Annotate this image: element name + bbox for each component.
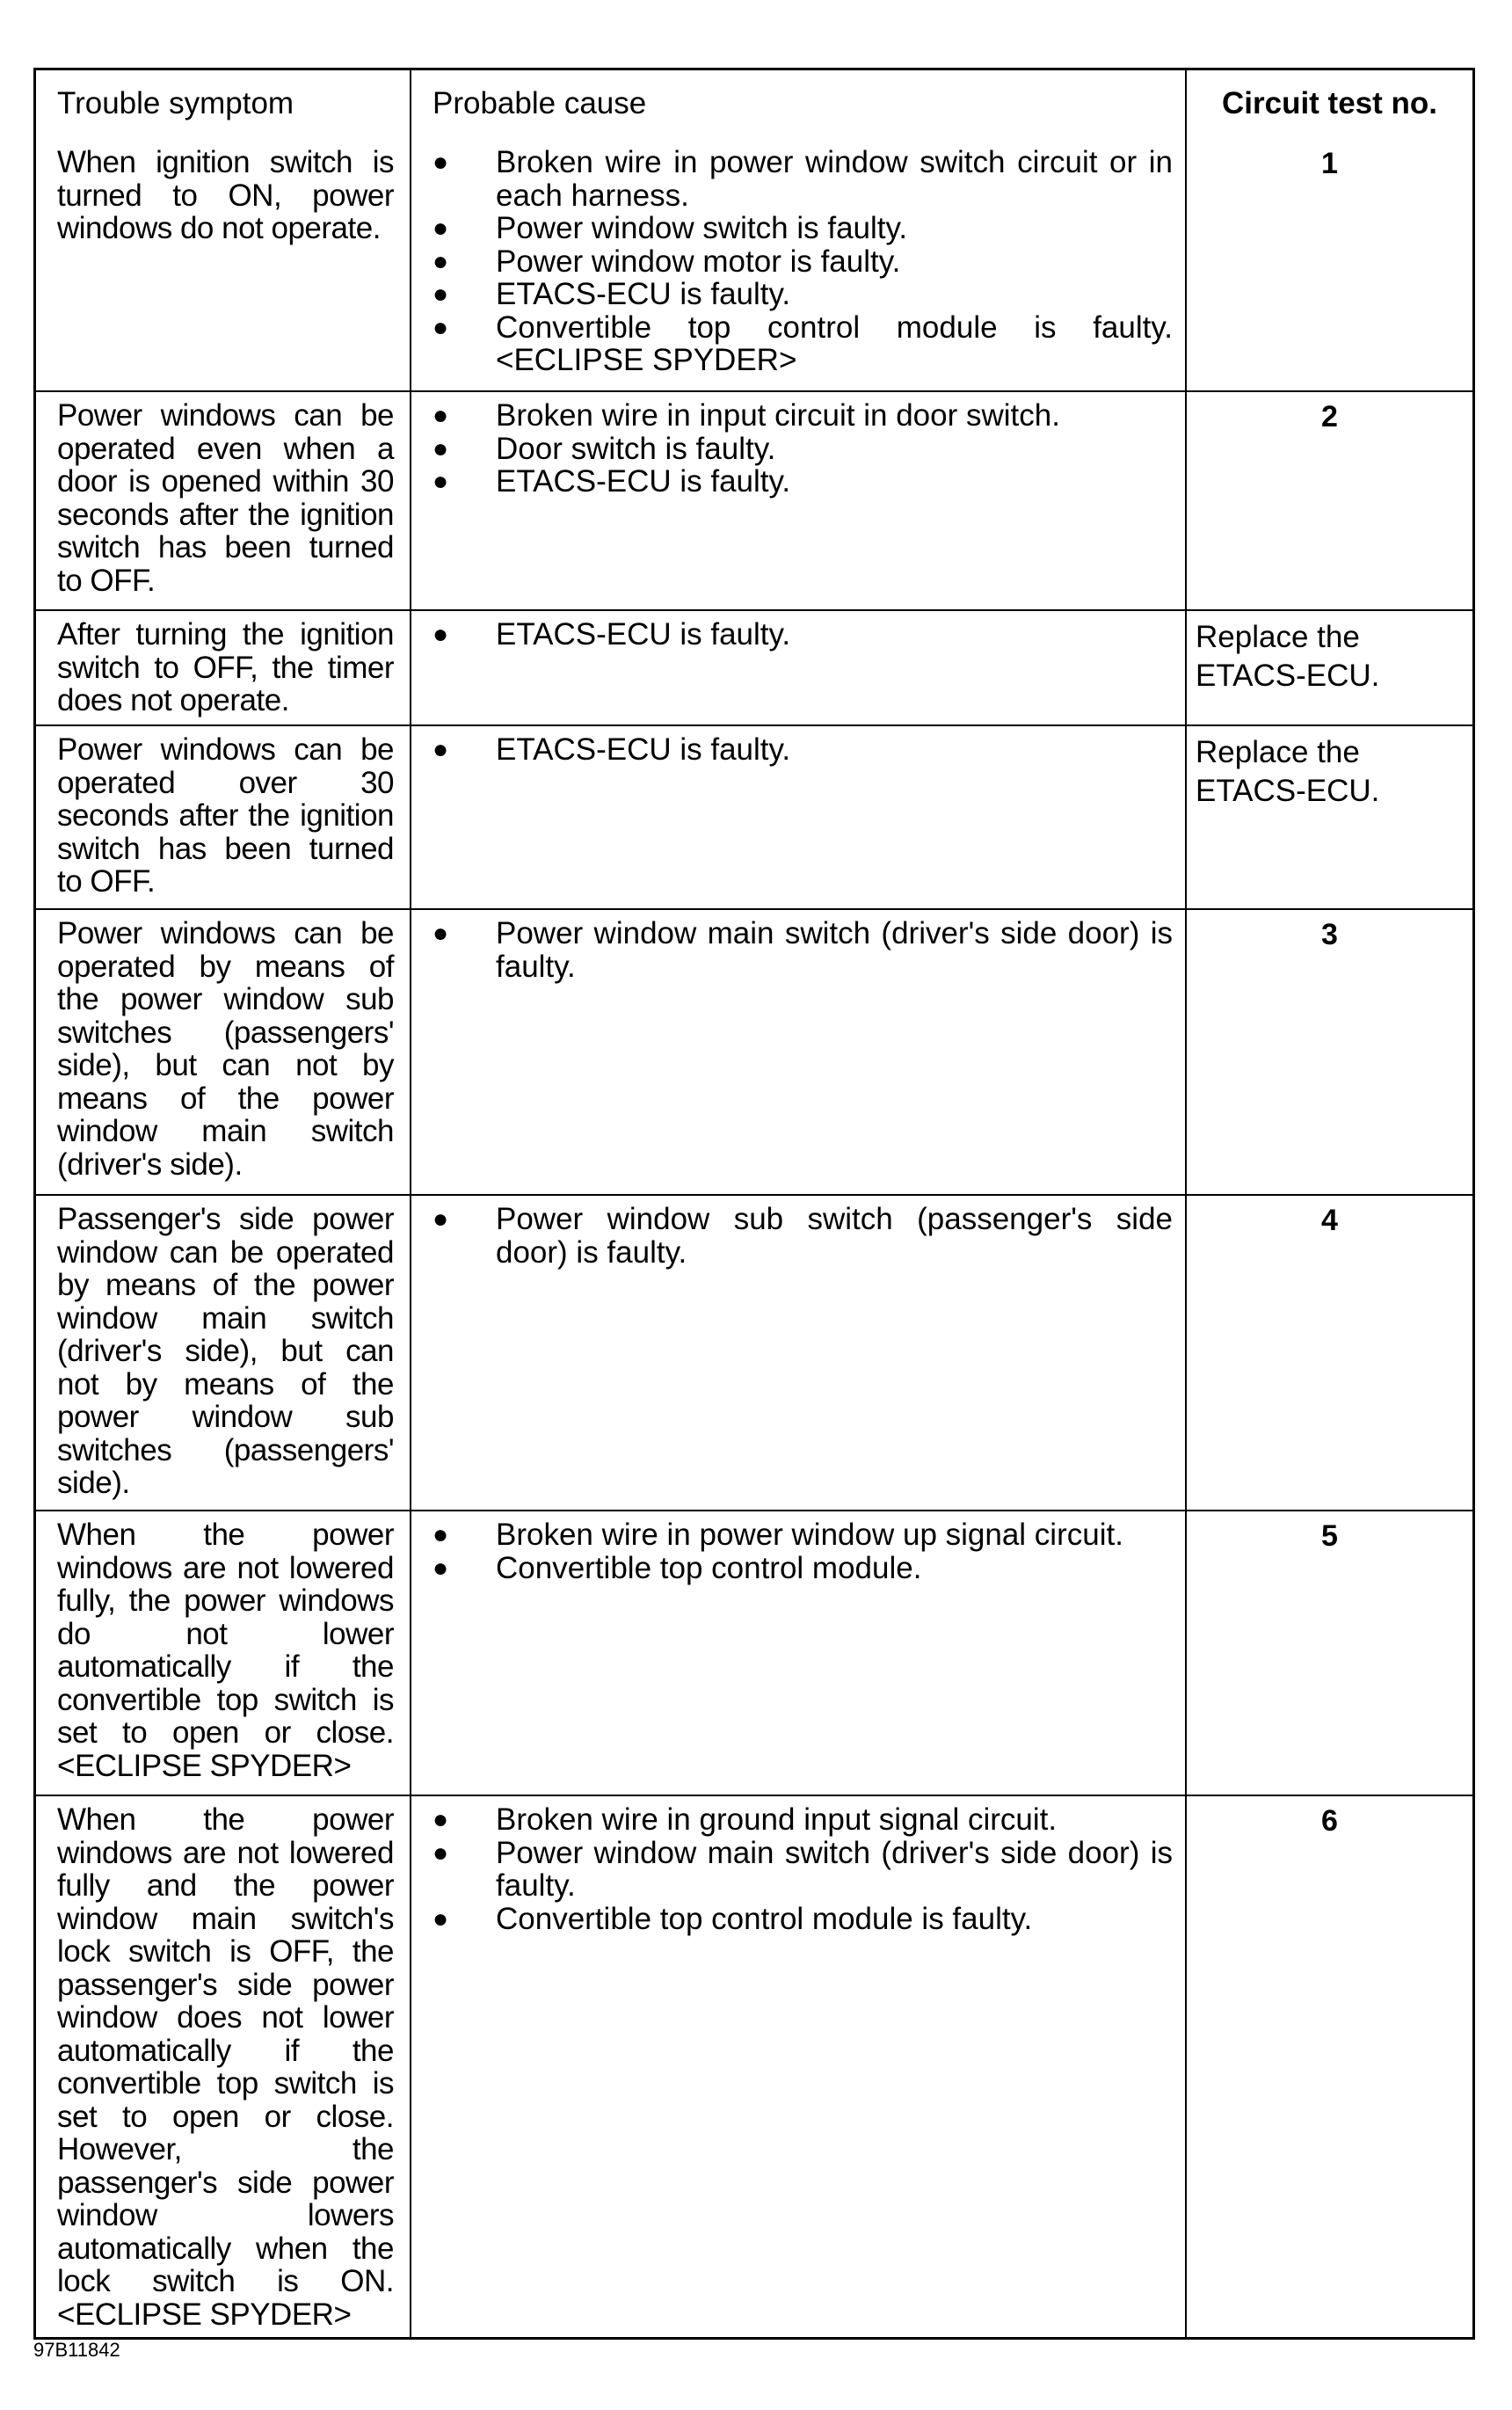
cause-text: Broken wire in power window up signal circuit. bbox=[496, 1518, 1123, 1552]
probable-cause-cell bbox=[411, 726, 1187, 908]
cause-text: Power window main switch (driver's side door) is faulty. bbox=[496, 1835, 1173, 1903]
bullet-icon: ● bbox=[433, 919, 449, 948]
cause-list-item bbox=[433, 212, 1173, 245]
table-row bbox=[36, 1194, 1472, 1510]
cause-list-item bbox=[433, 1837, 1173, 1903]
cause-text: Power window main switch (driver's side door) is faulty. bbox=[496, 916, 1173, 984]
bullet-icon: ● bbox=[433, 1838, 449, 1868]
cause-text: Broken wire in input circuit in door switch. bbox=[496, 398, 1060, 433]
bullet-icon: ● bbox=[433, 246, 449, 276]
bullet-icon: ● bbox=[433, 1205, 449, 1234]
cause-text: Convertible top control module is faulty. <ECLIPSE SPYDER> bbox=[496, 309, 1173, 377]
cause-list-item bbox=[433, 618, 1173, 652]
figure-code: 97B11842 bbox=[33, 2339, 120, 2361]
cause-list-item bbox=[433, 146, 1173, 212]
table-header-row bbox=[36, 70, 1472, 139]
header-circuit-test-no: Circuit test no. bbox=[1221, 86, 1438, 120]
table-row bbox=[36, 390, 1472, 609]
cause-text: Broken wire in power window switch circuit or in each harness. bbox=[496, 145, 1173, 213]
trouble-symptom-cell: After turning the ignition switch to OFF, the timer does not operate. bbox=[36, 611, 411, 724]
bullet-icon: ● bbox=[433, 312, 449, 342]
cause-text: Power window sub switch (passenger's side door) is faulty. bbox=[496, 1202, 1173, 1270]
cause-text: Power window switch is faulty. bbox=[496, 211, 908, 245]
header-probable-cause: Probable cause bbox=[411, 70, 1187, 139]
bullet-icon: ● bbox=[433, 148, 449, 177]
bullet-icon: ● bbox=[433, 735, 449, 764]
circuit-test-number: 5 bbox=[1321, 1519, 1338, 1553]
probable-cause-cell bbox=[411, 611, 1187, 724]
cause-list-item bbox=[433, 399, 1173, 433]
cause-text: Convertible top control module. bbox=[496, 1550, 922, 1585]
trouble-symptom-cell: When the power windows are not lowered fully, the power windows do not lower automatically if the convertible top switch is set to open or close. <ECLIPSE SPYDER> bbox=[36, 1511, 411, 1795]
circuit-test-number: 3 bbox=[1321, 918, 1338, 951]
probable-cause-cell bbox=[411, 1511, 1187, 1795]
circuit-test-number: 1 bbox=[1321, 147, 1338, 180]
cause-text: Door switch is faulty. bbox=[496, 431, 776, 466]
cause-list-item bbox=[433, 1803, 1173, 1837]
troubleshooting-table bbox=[33, 68, 1475, 2340]
bullet-icon: ● bbox=[433, 620, 449, 649]
cause-list-item bbox=[433, 278, 1173, 311]
cause-text: ETACS-ECU is faulty. bbox=[496, 464, 791, 499]
table-row bbox=[36, 1510, 1472, 1795]
cause-list-item bbox=[433, 1518, 1173, 1552]
trouble-symptom-cell: Power windows can be operated by means of the power window sub switches (passengers' side), but can not by means of the power window main switch (driver's side). bbox=[36, 910, 411, 1194]
cause-list-item bbox=[433, 1203, 1173, 1269]
bullet-icon: ● bbox=[433, 1904, 449, 1933]
bullet-icon: ● bbox=[433, 280, 449, 309]
cause-text: ETACS-ECU is faulty. bbox=[496, 277, 791, 311]
table-row bbox=[36, 724, 1472, 908]
table-row bbox=[36, 1795, 1472, 2337]
circuit-test-number: 6 bbox=[1321, 1804, 1338, 1838]
circuit-test-number: 2 bbox=[1321, 400, 1338, 433]
cause-text: ETACS-ECU is faulty. bbox=[496, 617, 791, 652]
bullet-icon: ● bbox=[433, 401, 449, 430]
circuit-test-instruction: Replace the ETACS-ECU. bbox=[1196, 620, 1380, 693]
trouble-symptom-cell: Power windows can be operated even when a door is opened within 30 seconds after the ignition switch has been turned to OFF. bbox=[36, 392, 411, 609]
cause-list-item bbox=[433, 245, 1173, 279]
probable-cause-cell bbox=[411, 910, 1187, 1194]
cause-list-item bbox=[433, 465, 1173, 499]
probable-cause-cell bbox=[411, 392, 1187, 609]
cause-text: Convertible top control module is faulty. bbox=[496, 1901, 1033, 1936]
trouble-symptom-cell: When ignition switch is turned to ON, power windows do not operate. bbox=[36, 139, 411, 390]
probable-cause-cell bbox=[411, 1196, 1187, 1510]
cause-list-item bbox=[433, 311, 1173, 377]
table-row bbox=[36, 139, 1472, 390]
bullet-icon: ● bbox=[433, 467, 449, 496]
cause-text: Broken wire in ground input signal circuit. bbox=[496, 1802, 1058, 1837]
probable-cause-cell bbox=[411, 139, 1187, 390]
bullet-icon: ● bbox=[433, 214, 449, 243]
trouble-symptom-cell: When the power windows are not lowered fully and the power window main switch's lock switch is OFF, the passenger's side power window does not lower automatically if the convertible top switch is set to open or close. However, the passenger's side power window lowers automatically when the lock switch is ON. <ECLIPSE SPYDER> bbox=[36, 1796, 411, 2337]
circuit-test-instruction: Replace the ETACS-ECU. bbox=[1196, 735, 1380, 808]
table-row bbox=[36, 908, 1472, 1194]
bullet-icon: ● bbox=[433, 1553, 449, 1583]
trouble-symptom-cell: Passenger's side power window can be operated by means of the power window main switch (driver's side), but can not by means of the power window sub switches (passengers' side). bbox=[36, 1196, 411, 1510]
cause-text: Power window motor is faulty. bbox=[496, 244, 901, 279]
cause-text: ETACS-ECU is faulty. bbox=[496, 732, 791, 767]
circuit-test-number: 4 bbox=[1321, 1204, 1338, 1237]
cause-list-item bbox=[433, 1903, 1173, 1936]
cause-list-item bbox=[433, 433, 1173, 466]
table-row bbox=[36, 609, 1472, 724]
trouble-symptom-cell: Power windows can be operated over 30 seconds after the ignition switch has been turned to OFF. bbox=[36, 726, 411, 908]
header-trouble-symptom: Trouble symptom bbox=[36, 70, 411, 139]
bullet-icon: ● bbox=[433, 1805, 449, 1834]
cause-list-item bbox=[433, 917, 1173, 983]
probable-cause-cell bbox=[411, 1796, 1187, 2337]
cause-list-item bbox=[433, 1552, 1173, 1585]
bullet-icon: ● bbox=[433, 433, 449, 463]
cause-list-item bbox=[433, 733, 1173, 767]
bullet-icon: ● bbox=[433, 1520, 449, 1549]
